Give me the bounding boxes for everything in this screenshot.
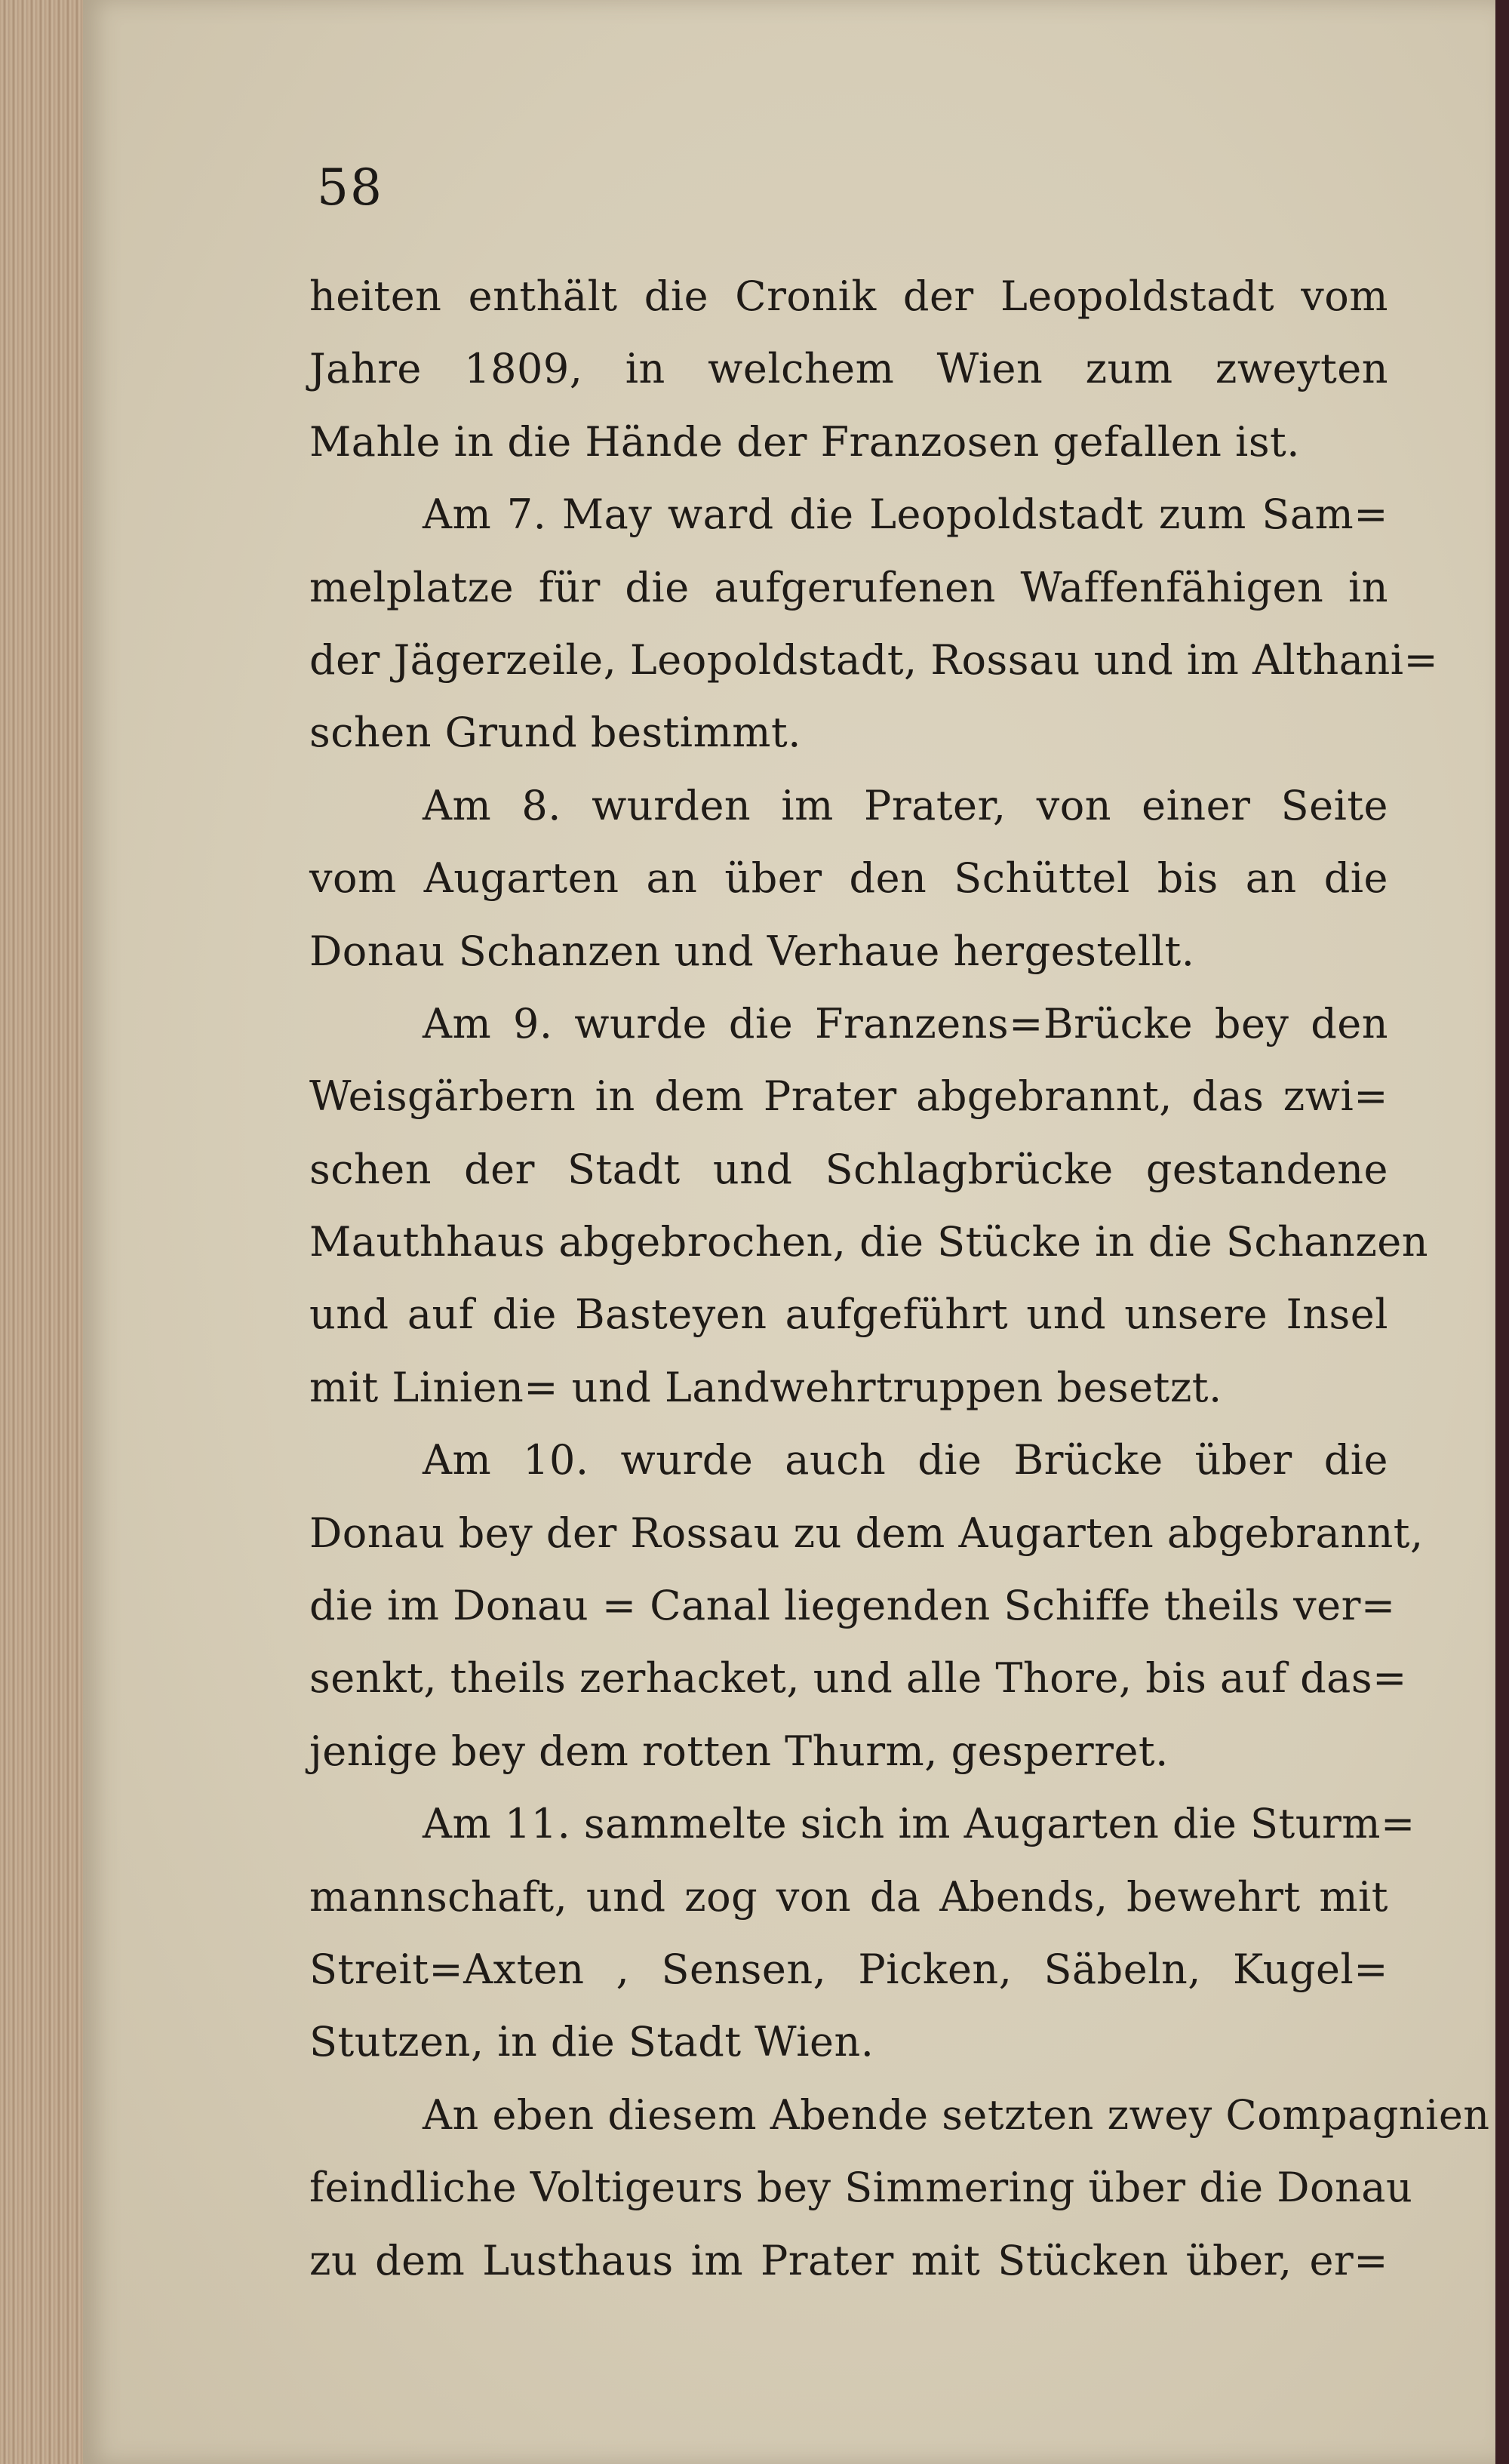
text-line: Donau Schanzen und Verhaue hergestellt. — [309, 927, 1195, 975]
text-line: der Jägerzeile, Leopoldstadt, Rossau und im Althani= — [309, 635, 1439, 684]
page-number: 58 — [317, 158, 383, 217]
text-line: die im Donau = Canal liegenden Schiffe theils ver= — [309, 1582, 1396, 1630]
text-line: senkt, theils zerhacket, und alle Thore, bis auf das= — [309, 1654, 1407, 1703]
text-line: Weisgärbern in dem Prater abgebrannt, das zwi= — [309, 1072, 1388, 1121]
text-line: Am 11. sammelte sich im Augarten die Sturm= — [423, 1800, 1415, 1848]
text-line: Jahre 1809, in welchem Wien zum zweyten — [309, 345, 1388, 393]
text-line: Donau bey der Rossau zu dem Augarten abgebrannt, — [309, 1509, 1424, 1557]
text-line: und auf die Basteyen aufgeführt und unsere Insel — [309, 1290, 1388, 1339]
text-line: Am 8. wurden im Prater, von einer Seite — [423, 781, 1388, 829]
text-line: feindliche Voltigeurs bey Simmering über die Donau — [309, 2164, 1413, 2212]
text-line: jenige bey dem rotten Thurm, gesperret. — [309, 1727, 1169, 1775]
page-text — [309, 260, 1490, 2297]
text-line: Mahle in die Hände der Franzosen gefallen ist. — [309, 417, 1300, 466]
text-line: Mauthhaus abgebrochen, die Stücke in die Schanzen — [309, 1218, 1429, 1266]
text-line: mit Linien= und Landwehrtruppen besetzt. — [309, 1363, 1222, 1411]
text-line: Am 7. May ward die Leopoldstadt zum Sam= — [423, 491, 1388, 539]
text-line: schen Grund bestimmt. — [309, 709, 801, 757]
text-line: schen der Stadt und Schlagbrücke gestandene — [309, 1145, 1388, 1193]
text-line: An eben diesem Abende setzten zwey Compagnien — [423, 2090, 1490, 2139]
text-line: heiten enthält die Cronik der Leopoldstadt vom — [309, 272, 1388, 320]
text-line: melplatze für die aufgerufenen Waffenfähigen in — [309, 563, 1388, 611]
text-line: mannschaft, und zog von da Abends, bewehrt mit — [309, 1872, 1388, 1921]
text-line: Am 10. wurde auch die Brücke über die — [423, 1436, 1388, 1484]
text-line: zu dem Lusthaus im Prater mit Stücken über, er= — [309, 2236, 1388, 2284]
text-line: Am 9. wurde die Franzens=Brücke bey den — [423, 999, 1388, 1047]
text-line: Stutzen, in die Stadt Wien. — [309, 2018, 874, 2066]
text-line: vom Augarten an über den Schüttel bis an die — [309, 854, 1388, 903]
text-line: Streit=Axten , Sensen, Picken, Säbeln, Kugel= — [309, 1945, 1388, 1993]
page-edges — [0, 0, 92, 2464]
